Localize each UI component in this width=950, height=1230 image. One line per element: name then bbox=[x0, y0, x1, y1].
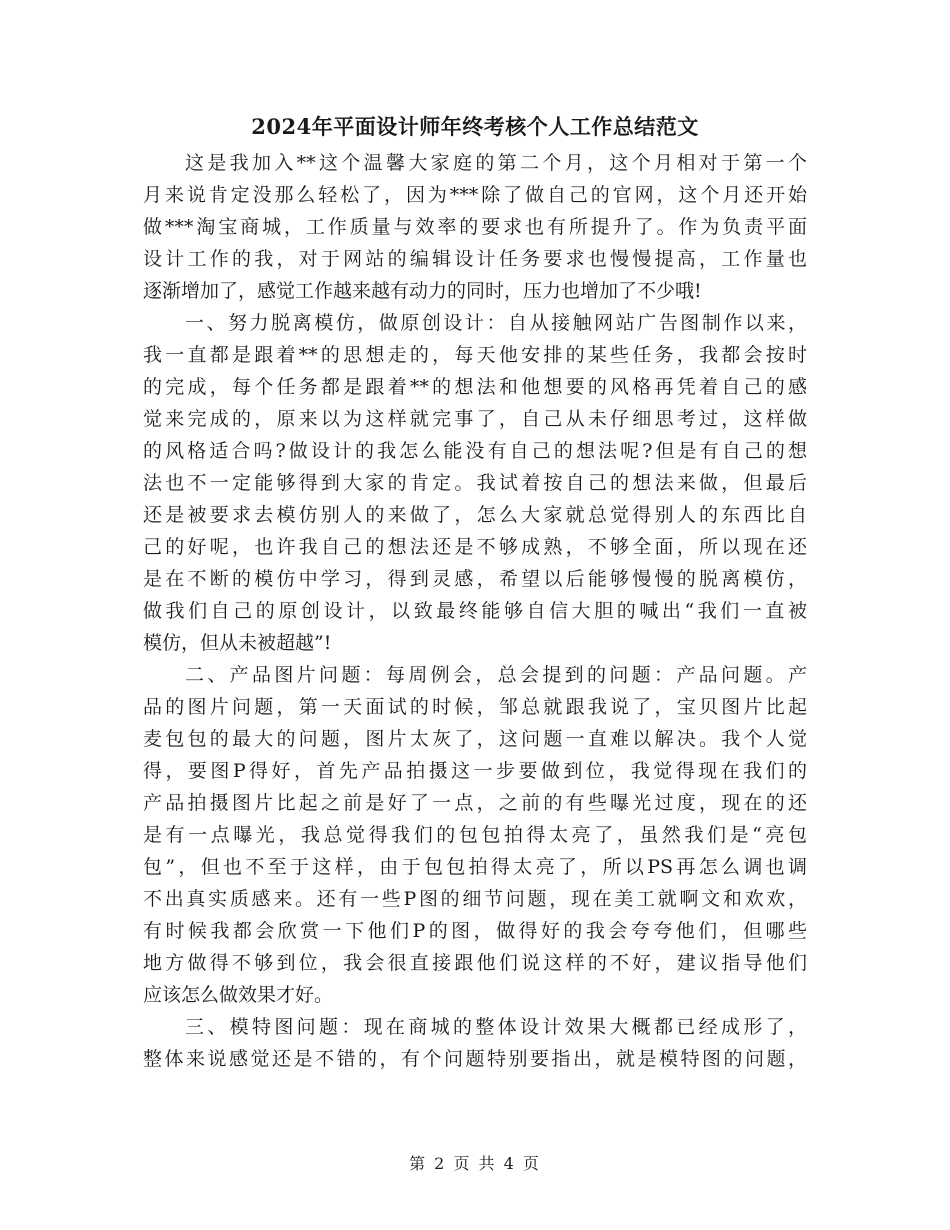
text-line: 我一直都是跟着**的思想走的，每天他安排的某些任务，我都会按时 bbox=[143, 344, 807, 366]
text-line: 一、努力脱离模仿，做原创设计：自从接触网站广告图制作以来， bbox=[185, 312, 807, 334]
text-line: 整体来说感觉还是不错的，有个问题特别要指出，就是模特图的问题， bbox=[143, 1048, 807, 1070]
text-line: 有时候我都会欣赏一下他们P的图，做得好的我会夸夸他们，但哪些 bbox=[143, 920, 807, 942]
paragraph-1 bbox=[143, 147, 807, 307]
page-number-footer: 第 2 页 共 4 页 bbox=[409, 1154, 541, 1173]
document-body bbox=[143, 147, 807, 1075]
text-line: 是在不断的模仿中学习，得到灵感，希望以后能够慢慢的脱离模仿， bbox=[143, 568, 807, 590]
text-line: 的完成，每个任务都是跟着**的想法和他想要的风格再凭着自己的感 bbox=[143, 376, 807, 398]
text-line: 是有一点曝光，我总觉得我们的包包拍得太亮了，虽然我们是“亮包 bbox=[143, 824, 807, 846]
paragraph-2 bbox=[143, 307, 807, 659]
text-line: 的风格适合吗?做设计的我怎么能没有自己的想法呢?但是有自己的想 bbox=[143, 440, 807, 462]
text-line: 己的好呢，也许我自己的想法还是不够成熟，不够全面，所以现在还 bbox=[143, 536, 807, 558]
text-line: 逐渐增加了，感觉工作越来越有动力的同时，压力也增加了不少哦! bbox=[143, 280, 702, 302]
text-line: 品的图片问题，第一天面试的时候，邹总就跟我说了，宝贝图片比起 bbox=[143, 696, 807, 718]
text-line: 模仿，但从未被超越”! bbox=[143, 632, 332, 654]
text-line: 二、产品图片问题：每周例会，总会提到的问题：产品问题。产 bbox=[185, 664, 807, 686]
text-line: 这是我加入**这个温馨大家庭的第二个月，这个月相对于第一个 bbox=[185, 152, 807, 174]
text-line: 设计工作的我，对于网站的编辑设计任务要求也慢慢提高，工作量也 bbox=[143, 248, 807, 270]
text-line: 月来说肯定没那么轻松了，因为***除了做自己的官网，这个月还开始 bbox=[143, 184, 807, 206]
text-line: 三、模特图问题：现在商城的整体设计效果大概都已经成形了， bbox=[185, 1016, 807, 1038]
text-line: 得，要图P得好，首先产品拍摄这一步要做到位，我觉得现在我们的 bbox=[143, 760, 807, 782]
text-line: 做***淘宝商城，工作质量与效率的要求也有所提升了。作为负责平面 bbox=[143, 216, 807, 238]
text-line: 产品拍摄图片比起之前是好了一点，之前的有些曝光过度，现在的还 bbox=[143, 792, 807, 814]
paragraph-4 bbox=[143, 1011, 807, 1075]
text-line: 觉来完成的，原来以为这样就完事了，自己从未仔细思考过，这样做 bbox=[143, 408, 807, 430]
text-line: 应该怎么做效果才好。 bbox=[143, 984, 334, 1006]
document-title: 2024年平面设计师年终考核个人工作总结范文 bbox=[251, 114, 699, 139]
text-line: 包”，但也不至于这样，由于包包拍得太亮了，所以PS再怎么调也调 bbox=[143, 856, 807, 878]
text-line: 不出真实质感来。还有一些P图的细节问题，现在美工就啊文和欢欢， bbox=[143, 888, 807, 910]
text-line: 做我们自己的原创设计，以致最终能够自信大胆的喊出“我们一直被 bbox=[143, 600, 807, 622]
text-line: 法也不一定能够得到大家的肯定。我试着按自己的想法来做，但最后 bbox=[143, 472, 807, 494]
text-line: 还是被要求去模仿别人的来做了，怎么大家就总觉得别人的东西比自 bbox=[143, 504, 807, 526]
paragraph-3 bbox=[143, 659, 807, 1011]
text-line: 地方做得不够到位，我会很直接跟他们说这样的不好，建议指导他们 bbox=[143, 952, 807, 974]
text-line: 麦包包的最大的问题，图片太灰了，这问题一直难以解决。我个人觉 bbox=[143, 728, 807, 750]
